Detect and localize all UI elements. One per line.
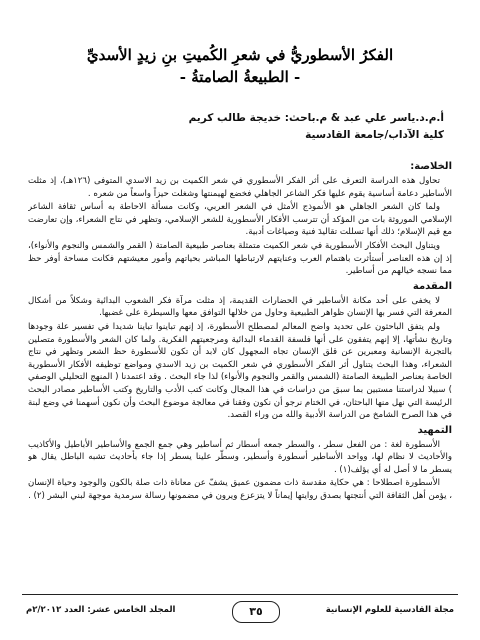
section-abstract [28, 160, 452, 278]
author-block [60, 110, 444, 144]
title-line-1: الفكرُ الأسطوريُّ في شعرِ الكُميتِ بنِ زيدٍ الأسديِّ [86, 46, 394, 64]
paper-title [60, 44, 420, 88]
paragraph: ولما كان الشعر الجاهلي هو الأنموذج الأمثل في الشعر العربي، وكانت مسألة الاحاطة به أساس ثقافة الشاعر الإسلامي الموروثة بات من المؤكد أن تترسب الأفكار الأسطورية للشعر الإسلامي، وتظهر في نتاج الشعراء، وإن تعارضت مع قيم الإسلام؛ ذلك أنها تسللت تقاليدَ فنية وصياغات أدبية. [28, 202, 452, 238]
section-heading: المقدمة [412, 280, 452, 292]
paragraph: الأسطورة اصطلاحا : هي حكاية مقدسة ذات مضمون عميق يشفّ عن معاناة ذات صلة بالكون والوجود وحياة الإنسان ، يؤمن أهل الثقافة التي أنتجتها بصدق روايتها إيماناً لا يتزعزع ويرون في مضمونها رسالة سرمدية موجهة لبني البشر (٢) . [28, 478, 452, 502]
section-preface [28, 424, 452, 503]
author-affiliation: كلية الآداب/جامعة القادسية [305, 129, 444, 141]
volume-issue: المجلد الخامس عشر: العدد ٢/٢٠١٢م [26, 605, 176, 615]
paragraph: تحاول هذه الدراسة التعرف على أثر الفكر الأسطوري في شعر الكميت بن زيد الاسدي المتوفى (١٢٦هـ)، إذ مثلت الأساطير دعامة أساسية يقوم عليها فكر الشاعر الجاهلي فخضع لهيمنتها وشغلت حيزاً واسعاً من شعره . [28, 176, 452, 199]
paragraph: الأسطورة لغة : من الفعل سطر ، والسطر جمعه أسطار ثم أساطير وهي جمع الجمع والأساطير الأباطيل والأكاذيب والأحاديث لا نظام لها، وواحد الأساطير أسطورة وأسطير، وسطّر علينا يسطر إذا جاء بأحاديث تشبه الباطل يقال هو يسطر ما لا أصل له أي يؤلف(١) . [28, 439, 452, 475]
journal-name: مجلة القادسية للعلوم الإنسانية [325, 605, 454, 615]
section-introduction [28, 280, 452, 422]
paragraph: ويتناول البحث الأفكار الأسطورية في شعر الكميت متمثلة بعناصر طبيعية الصامتة ( القمر والشمس والنجوم والأنواء)، إذ إن هذه العناصر أستأثرت باهتمام العرب وعنايتهم لارتباطها المباشر بحياتهم وأمور معيشتهم فكانت مساحة أوفر حظ مما نسجه خيالهم من أساطير. [28, 240, 452, 277]
section-heading: التمهيد [417, 424, 452, 436]
paragraph: لا يخفى على أحد مكانة الأساطير في الحضارات القديمة، إذ مثلت مرآة فكر الشعوب البدائية وشكلاً من أشكال المعرفة التي فسر بها الإنسان ظواهر الطبيعية وحاول من خلالها التوافق معها والسيطرة على غضبها. [28, 295, 452, 319]
page-number: ٣٥ [232, 601, 280, 623]
title-line-2: - الطبيعةُ الصامتةُ - [179, 68, 301, 86]
body-text [28, 158, 452, 580]
section-heading: الخلاصة: [410, 161, 452, 172]
author-names: أ.م.د.ياسر علي عبد & م.باحث: خديجة طالب كريم [188, 112, 444, 124]
page-footer [22, 594, 458, 625]
paragraph: ولم يتفق الباحثون على تحديد واضح المعالم لمصطلح الأسطورة، إذ إنهم تباينوا تباينا شديدا في تفسير علة وجودها وتاريخ نشأتها، إلا إنهم يتفقون على أنها فلسفة القدماء البدائية ومرجعيتهم الفكرية. ولما كان الشعر والأسطورة متصلين بالتجربة الإنسانية ومعبرين عن قلق الإنسان تجاه المجهول كان لابد أن تكون للأسطورة حظ الشعر وتظهر في نتاج الشعراء، وهذا البحث يتناول أثر الفكر الأسطوري في شعر الكميت بن زيد الاسدي ومواضع توظيفه الأفكار الأسطورية الخاصة بعناصر الطبيعة الصامتة (الشمس والقمر والنجوم والأنواء) لذا جاء البحث . وقد اعتمدنا ( المنهج التحليلي الوصفي ) سبيلا لدراستنا مستبين بما سبق من دراسات في هذا المجال وكانت كتب الأدب والتاريخ وكتب الأساطير مصادر البحث الرئيسة التي نهل منها الباحثان، في الختام نرجو أن نكون وفقنا في معالجة موضوع البحث وأن نكون أسهمنا في وضع لبنة في هذا الصرح الشامخ من الدراسة الأدبية والله من وراء القصد. [28, 321, 452, 421]
